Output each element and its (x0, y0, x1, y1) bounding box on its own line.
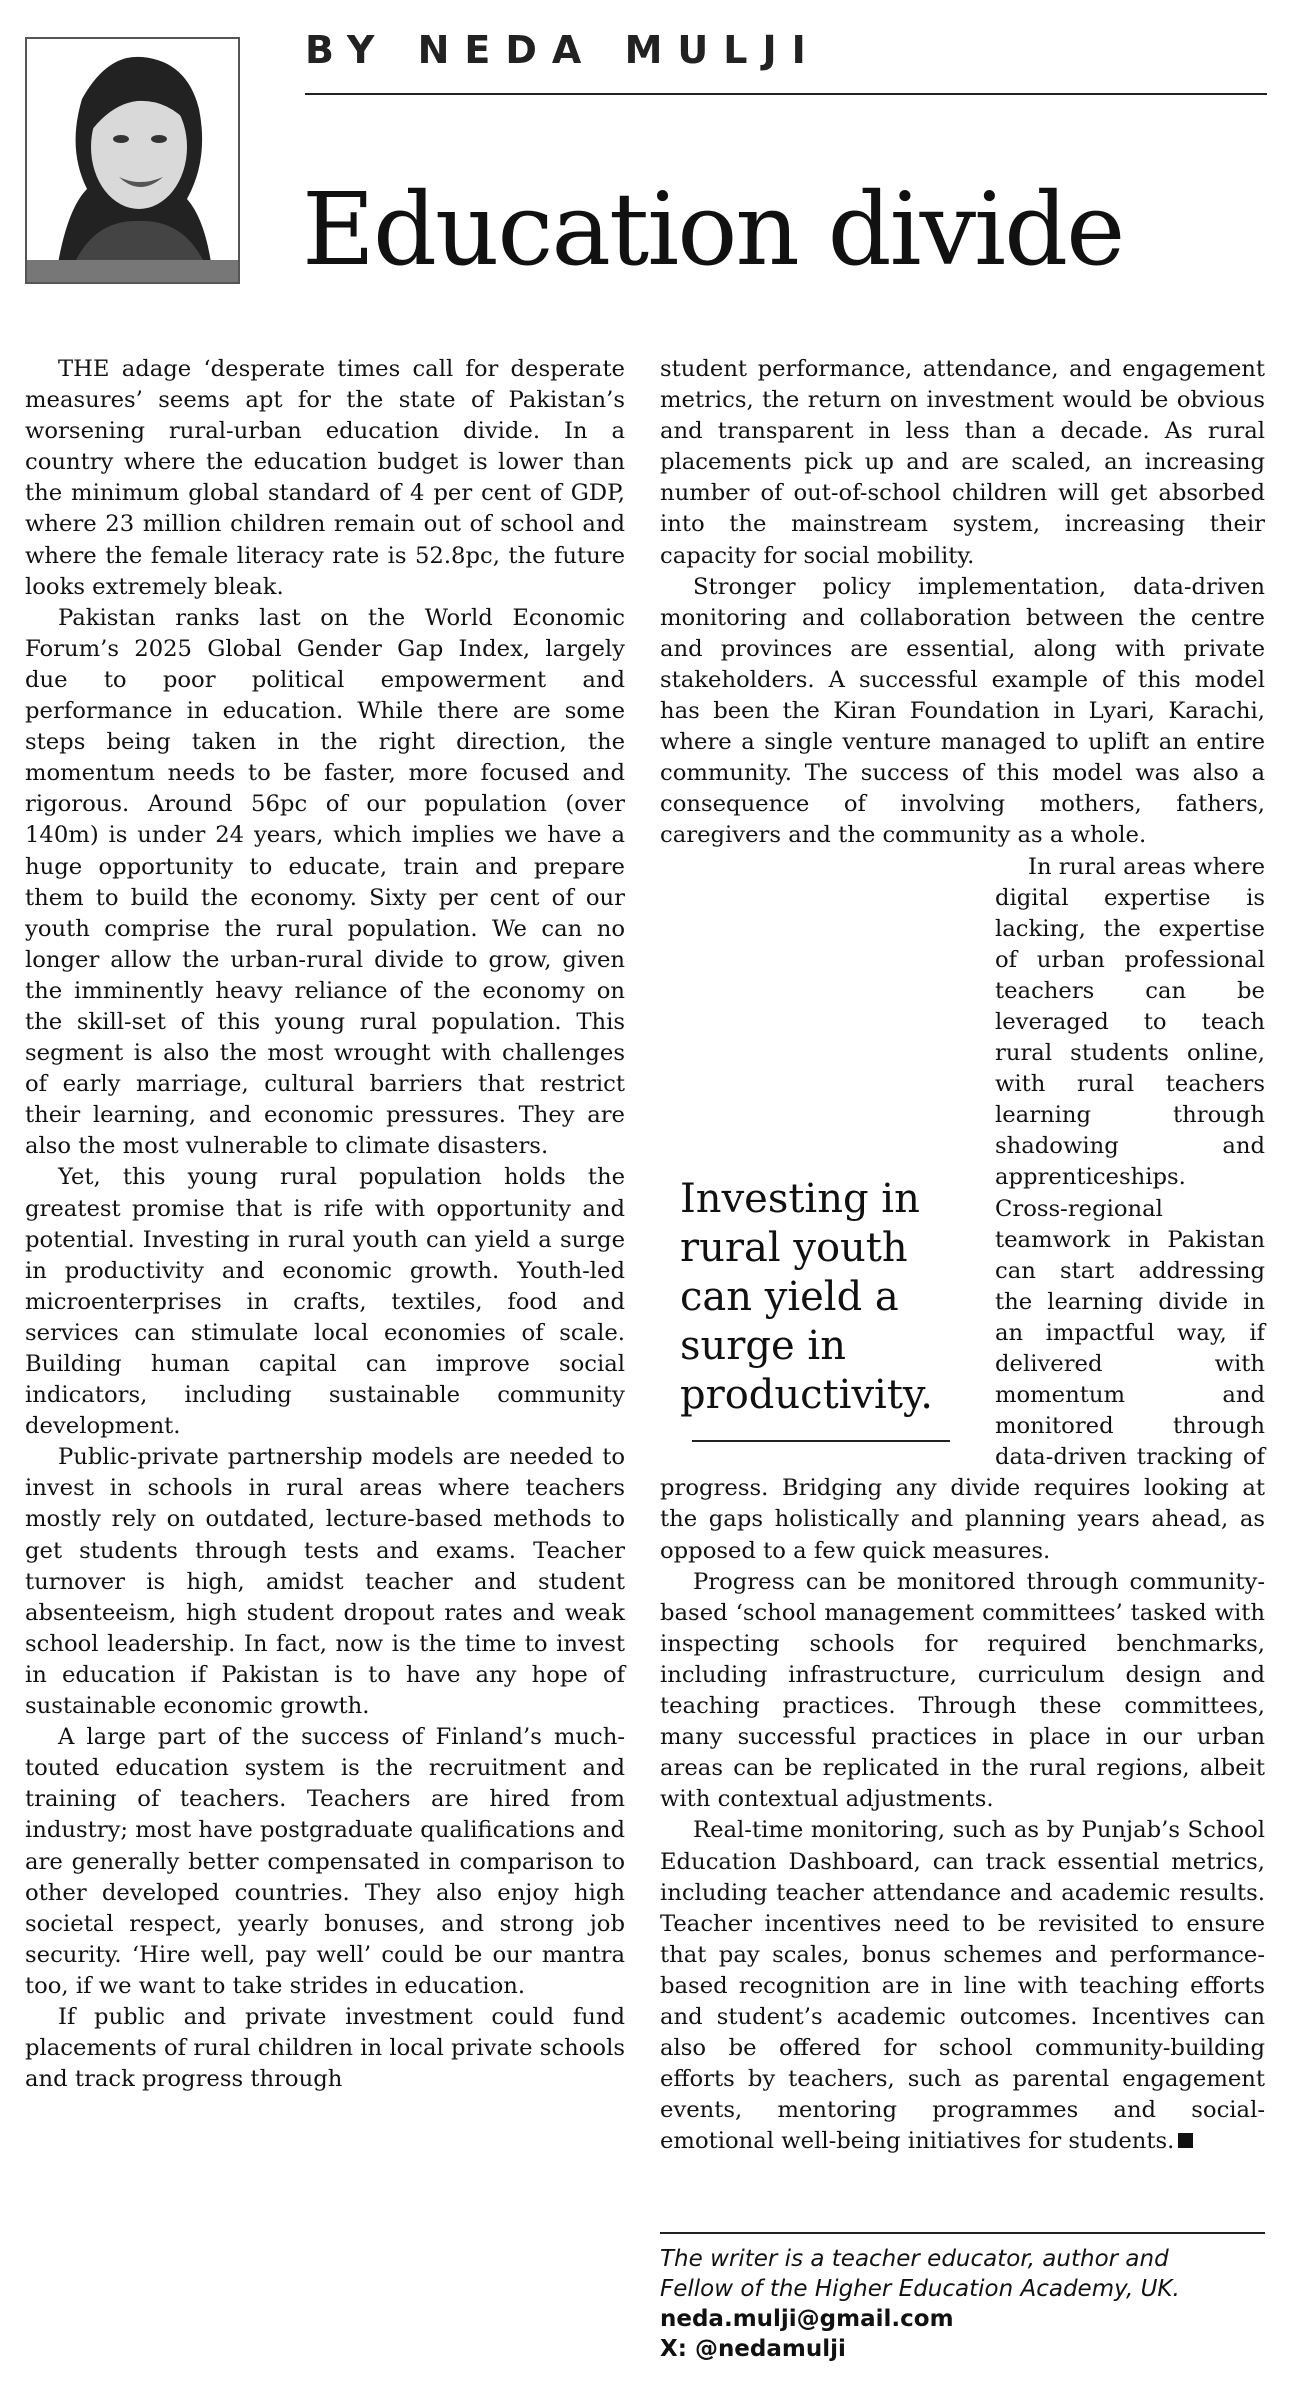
paragraph-text: In rural areas where digital expertise is lacking, the expertise of urban professional teachers can be leveraged to teach rural students online, with rural teachers learning through shadowing and apprenticeships. Cross-regional teamwork in Pakistan can start addressing the learning divide in an impactful way, if delivered with momentum and monitored through data-driven tracking of progress. Bridging any divide requires looking at the gaps holistically and planning years ahead, as opposed to a few quick measures. (660, 853, 1265, 1564)
paragraph: Yet, this young rural population holds the greatest promise that is rife with opportunity and potential. Investing in rural youth can yield a surge in productivity and economic growth. Youth-led microenterprises in crafts, textiles, food and services can stimulate local economies of scale. Building human capital can improve social indicators, including sustainable community development. (25, 1164, 625, 1440)
paragraph: If public and private investment could fund placements of rural children in local private schools and track progress through (25, 2003, 625, 2093)
paragraph: Pakistan ranks last on the World Economic Forum’s 2025 Global Gender Gap Index, largely due to poor political empowerment and performance in education. While there are some steps being taken in the right direction, the momentum needs to be faster, more focused and rigorous. Around 56pc of our population (over 140m) is under 24 years, which implies we have a huge opportunity to educate, train and prepare them to build the economy. Sixty per cent of our youth comprise the rural population. We can no longer allow the urban-rural divide to grow, given the imminently heavy reliance of the economy on the skill-set of this young rural population. This segment is also the most wrought with challenges of early marriage, cultural barriers that restrict their learning, and economic pressures. They are also the most vulnerable to climate disasters. (25, 604, 625, 1160)
paragraph: student performance, attendance, and engagement metrics, the return on investment would be obvious and transparent in less than a decade. As rural placements pick up and are scaled, an increasing number of out-of-school children will get absorbed into the mainstream system, increasing their capacity for social mobility. (660, 356, 1265, 569)
end-mark-icon (1178, 2133, 1193, 2148)
paragraph: A large part of the success of Finland’s much-touted education system is the recruitment and training of teachers. Teachers are hired from industry; most have postgraduate qualifications and are generally better compensated in comparison to other developed countries. They also enjoy high societal respect, yearly bonuses, and strong job security. ‘Hire well, pay well’ could be our mantra too, if we want to take strides in education. (25, 1724, 625, 1999)
bio-line-2: Fellow of the Higher Education Academy, UK. (660, 2276, 1180, 2302)
photo-grey-bar (27, 260, 238, 282)
pull-quote-text: Investing in rural youth can yield a surge in productivity. (680, 1176, 933, 1418)
bio-line-1: The writer is a teacher educator, author and (660, 2246, 1169, 2272)
author-bio (660, 2244, 1270, 2364)
paragraph: Stronger policy implementation, data-driven monitoring and collaboration between the centre and provinces are essential, along with private stakeholders. A successful example of this model has been the Kiran Foundation in Lyari, Karachi, where a single venture managed to uplift an entire community. The success of this model was also a consequence of involving mothers, fathers, caregivers and the community as a whole. (660, 573, 1265, 849)
article-column-1 (25, 354, 625, 2095)
bio-rule (660, 2232, 1265, 2234)
author-photo (25, 37, 240, 284)
byline-rule (305, 93, 1267, 95)
pull-quote (680, 1175, 950, 1442)
headline: Education divide (302, 171, 1124, 288)
author-x-handle: X: @nedamulji (660, 2336, 846, 2362)
paragraph: Public-private partnership models are needed to invest in schools in rural areas where teachers mostly rely on outdated, lecture-based methods to get students through tests and exams. Teacher turnover is high, amidst teacher and student absenteeism, high student dropout rates and weak school leadership. In fact, now is the time to invest in education if Pakistan is to have any hope of sustainable economic growth. (25, 1444, 625, 1720)
pull-quote-rule (692, 1440, 950, 1442)
paragraph (660, 1815, 1265, 2157)
author-portrait-illustration (27, 39, 238, 282)
paragraph: Progress can be monitored through community-based ‘school management committees’ tasked with inspecting schools for required benchmarks, including infrastructure, curriculum design and teaching practices. Through these committees, many successful practices in place in our urban areas can be replicated in the rural regions, albeit with contextual adjustments. (660, 1568, 1265, 1813)
paragraph: THE adage ‘desperate times call for desperate measures’ seems apt for the state of Pakistan’s worsening rural-urban education divide. In a country where the education budget is lower than the minimum global standard of 4 per cent of GDP, where 23 million children remain out of school and where the female literacy rate is 52.8pc, the future looks extremely bleak. (25, 356, 625, 600)
author-email: neda.mulji@gmail.com (660, 2306, 954, 2332)
paragraph-text: Real-time monitoring, such as by Punjab’s School Education Dashboard, can track essential metrics, including teacher attendance and academic results. Teacher incentives need to be revisited to ensure that pay scales, bonus schemes and performance-based recognition are in line with teaching efforts and student’s academic outcomes. Incentives can also be offered for school community-building efforts by teachers, such as parental engagement events, mentoring programmes and social-emotional well-being initiatives for students. (660, 1817, 1265, 2155)
byline: BY NEDA MULJI (305, 28, 821, 72)
